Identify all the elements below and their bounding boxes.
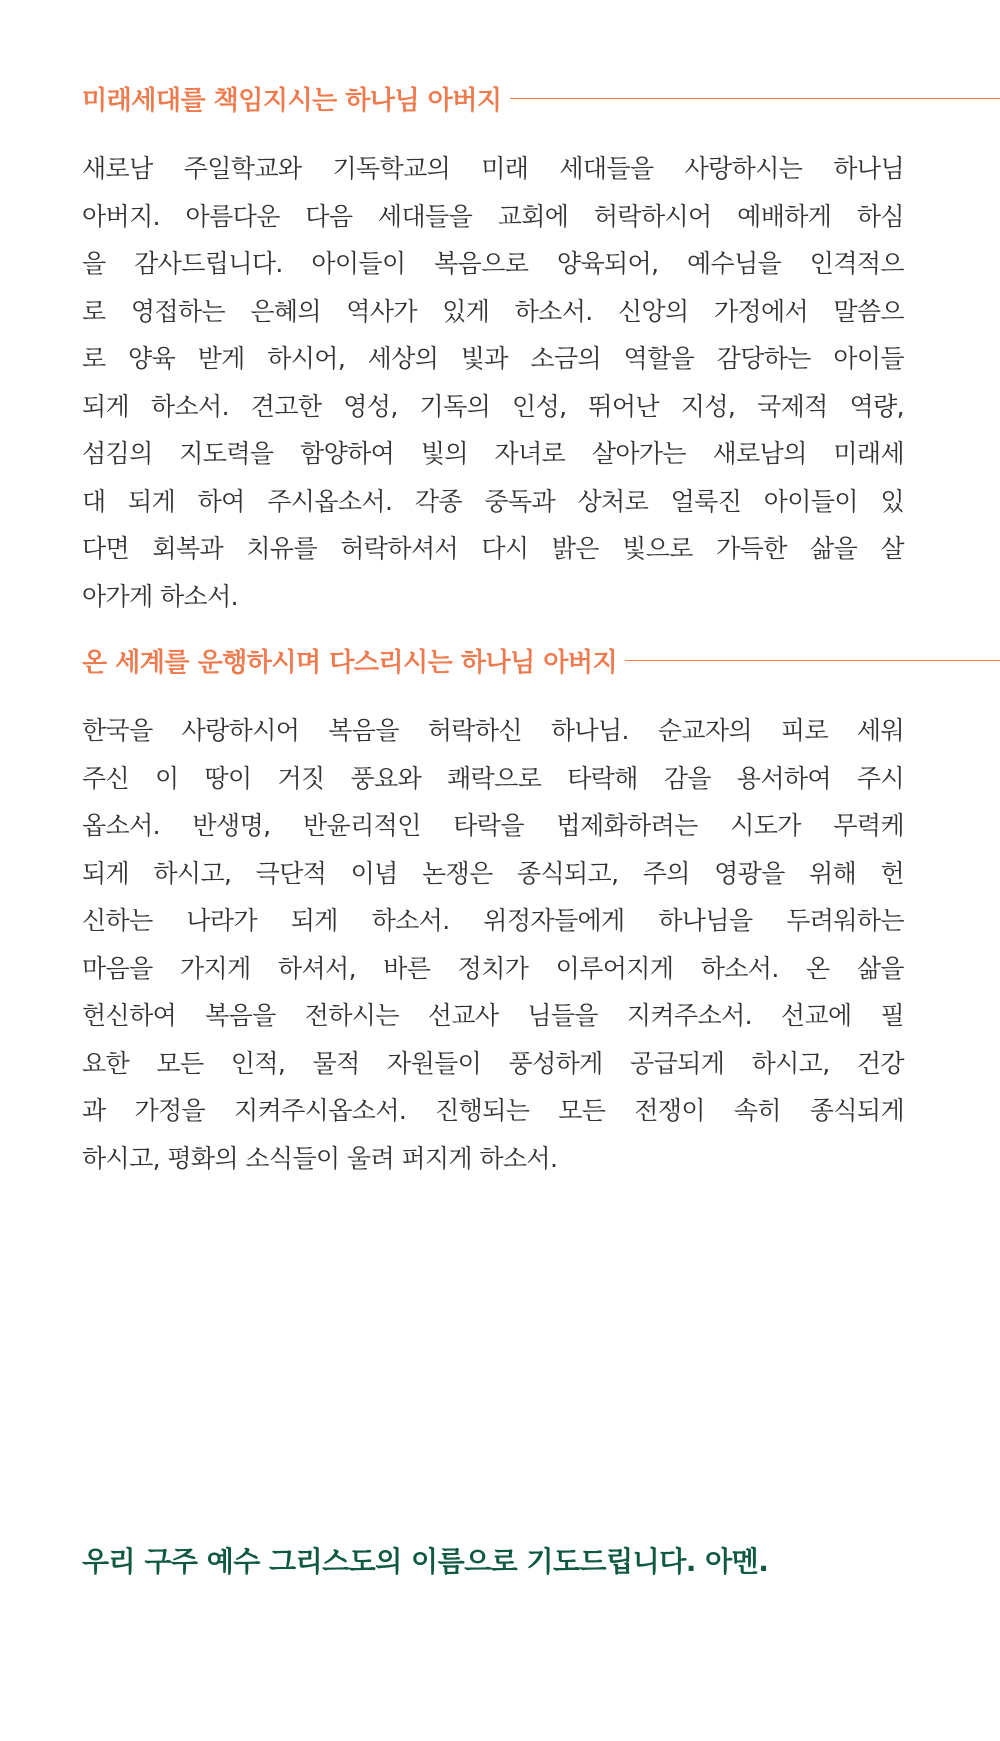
paragraph-line: 되게 하소서. 견고한 영성, 기독의 인성, 뛰어난 지성, 국제적 역량, xyxy=(82,391,904,421)
paragraph-line: 옵소서. 반생명, 반윤리적인 타락을 법제화하려는 시도가 무력케 xyxy=(82,811,904,840)
title-divider-line xyxy=(510,98,1000,99)
section-paragraph xyxy=(82,145,904,620)
paragraph-line: 하시고, 평화의 소식들이 울려 퍼지게 하소서. xyxy=(82,1143,558,1173)
paragraph-line: 을 감사드립니다. 아이들이 복음으로 양육되어, 예수님을 인격적으 xyxy=(82,249,904,278)
section-header xyxy=(82,638,1000,682)
section-future-generation xyxy=(82,76,1000,620)
closing-prayer: 우리 구주 예수 그리스도의 이름으로 기도드립니다. 아멘. xyxy=(82,1545,769,1578)
paragraph-line: 되게 하시고, 극단적 이념 논쟁은 종식되고, 주의 영광을 위해 헌 xyxy=(82,858,904,888)
paragraph-line: 섬김의 지도력을 함양하여 빛의 자녀로 살아가는 새로남의 미래세 xyxy=(82,439,904,468)
paragraph-line: 주신 이 땅이 거짓 풍요와 쾌락으로 타락해 감을 용서하여 주시 xyxy=(82,763,904,793)
section-title: 온 세계를 운행하시며 다스리시는 하나님 아버지 xyxy=(82,647,618,678)
paragraph-line: 신하는 나라가 되게 하소서. 위정자들에게 하나님을 두려워하는 xyxy=(82,906,904,935)
section-title: 미래세대를 책임지시는 하나님 아버지 xyxy=(82,85,502,116)
paragraph-line: 아버지. 아름다운 다음 세대들을 교회에 허락하시어 예배하게 하심 xyxy=(82,201,904,231)
paragraph-line: 요한 모든 인적, 물적 자원들이 풍성하게 공급되게 하시고, 건강 xyxy=(82,1048,904,1078)
paragraph-line: 헌신하여 복음을 전하시는 선교사 님들을 지켜주소서. 선교에 필 xyxy=(82,1001,904,1030)
paragraph-line: 로 양육 받게 하시어, 세상의 빛과 소금의 역할을 감당하는 아이들 xyxy=(82,344,904,373)
paragraph-line: 다면 회복과 치유를 허락하셔서 다시 밝은 빛으로 가득한 삶을 살 xyxy=(82,534,904,563)
section-world-governance xyxy=(82,638,1000,1182)
section-header xyxy=(82,76,1000,120)
paragraph-line: 마음을 가지게 하셔서, 바른 정치가 이루어지게 하소서. 온 삶을 xyxy=(82,953,904,983)
title-divider-line xyxy=(625,660,1000,661)
paragraph-line: 로 영접하는 은혜의 역사가 있게 하소서. 신앙의 가정에서 말씀으 xyxy=(82,296,904,326)
paragraph-line: 과 가정을 지켜주시옵소서. 진행되는 모든 전쟁이 속히 종식되게 xyxy=(82,1096,904,1125)
paragraph-line: 한국을 사랑하시어 복음을 허락하신 하나님. 순교자의 피로 세워 xyxy=(82,716,904,745)
section-paragraph xyxy=(82,707,904,1182)
paragraph-line: 대 되게 하여 주시옵소서. 각종 중독과 상처로 얼룩진 아이들이 있 xyxy=(82,486,904,516)
paragraph-line: 새로남 주일학교와 기독학교의 미래 세대들을 사랑하시는 하나님 xyxy=(82,154,904,183)
paragraph-line: 아가게 하소서. xyxy=(82,581,238,611)
